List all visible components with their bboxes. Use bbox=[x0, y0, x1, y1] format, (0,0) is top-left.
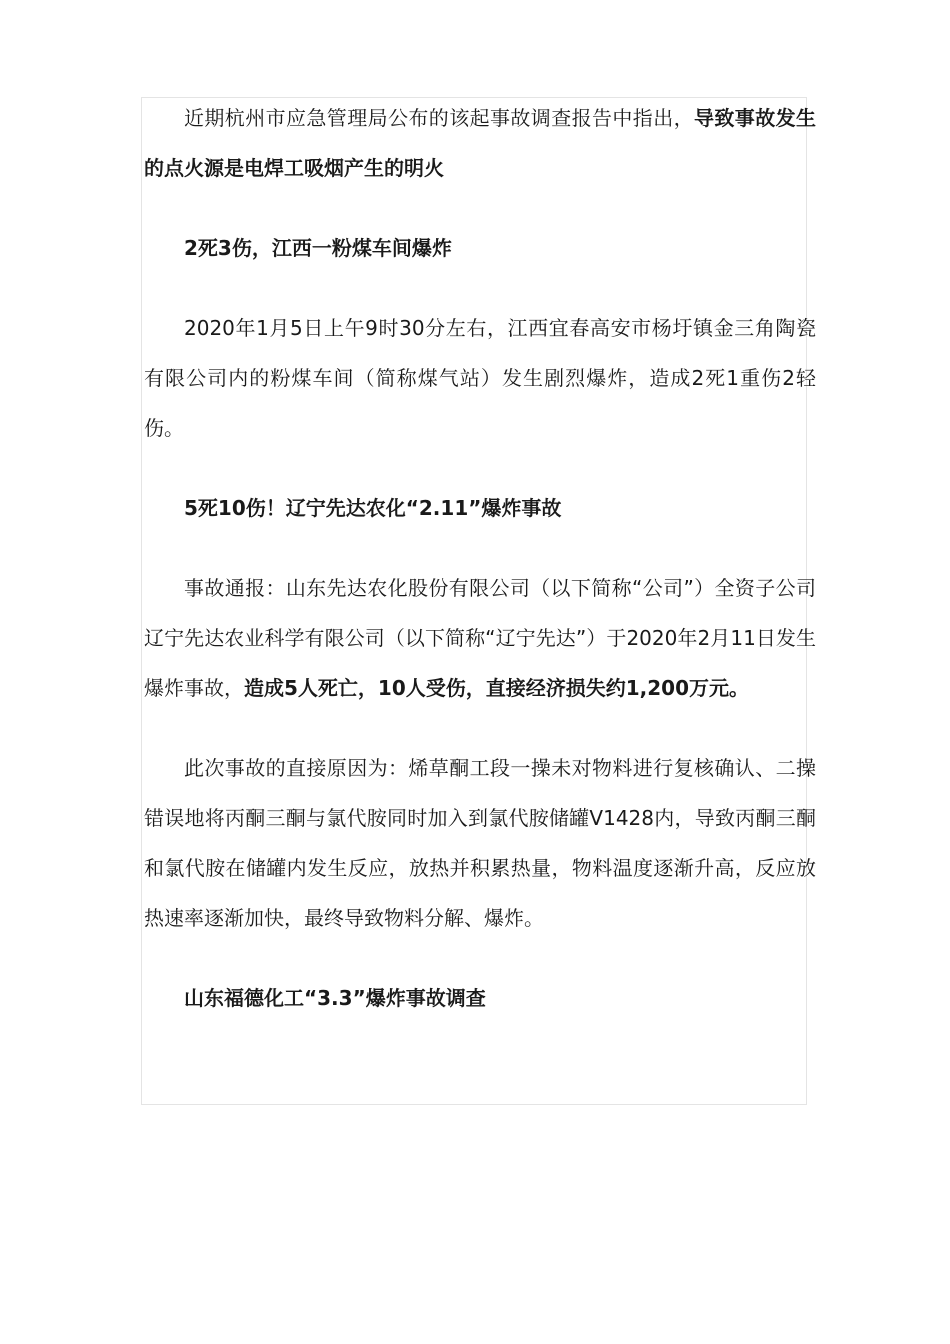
paragraph-bold-text: 导致事故发生的点火源是电焊工吸烟产生的明火 bbox=[144, 106, 817, 180]
heading-shandong-investigation: 山东福德化工“3.3”爆炸事故调查 bbox=[184, 986, 486, 1010]
heading-liaoning-explosion: 5死10伤！辽宁先达农化“2.11”爆炸事故 bbox=[184, 496, 562, 520]
heading-jiangxi-explosion: 2死3伤，江西一粉煤车间爆炸 bbox=[184, 236, 452, 260]
paragraph-text: 近期杭州市应急管理局公布的该起事故调查报告中指出， bbox=[184, 106, 694, 130]
paragraph-text: 事故通报：山东先达农化股份有限公司（以下简称“公司”）全资子公司辽宁先达农业科学有限公司（以下简称“辽宁先达”）于2020年2月11日发生爆炸事故， bbox=[144, 576, 816, 700]
paragraph-direct-cause: 此次事故的直接原因为：烯草酮工段一操未对物料进行复核确认、二操错误地将丙酮三酮与氯代胺同时加入到氯代胺储罐V1428内，导致丙酮三酮和氯代胺在储罐内发生反应，放热并积累热量，物料温度逐渐升高，反应放热速率逐渐加快，最终导致物料分解、爆炸。 bbox=[144, 756, 816, 930]
paragraph-liaoning-report bbox=[144, 563, 816, 713]
paragraph-bold-text: 造成5人死亡，10人受伤，直接经济损失约1,200万元。 bbox=[244, 676, 750, 700]
paragraph-jiangxi: 2020年1月5日上午9时30分左右，江西宜春高安市杨圩镇金三角陶瓷有限公司内的粉煤车间（简称煤气站）发生剧烈爆炸，造成2死1重伤2轻伤。 bbox=[144, 316, 816, 440]
document-body bbox=[144, 93, 816, 1023]
paragraph-hangzhou bbox=[144, 93, 816, 193]
